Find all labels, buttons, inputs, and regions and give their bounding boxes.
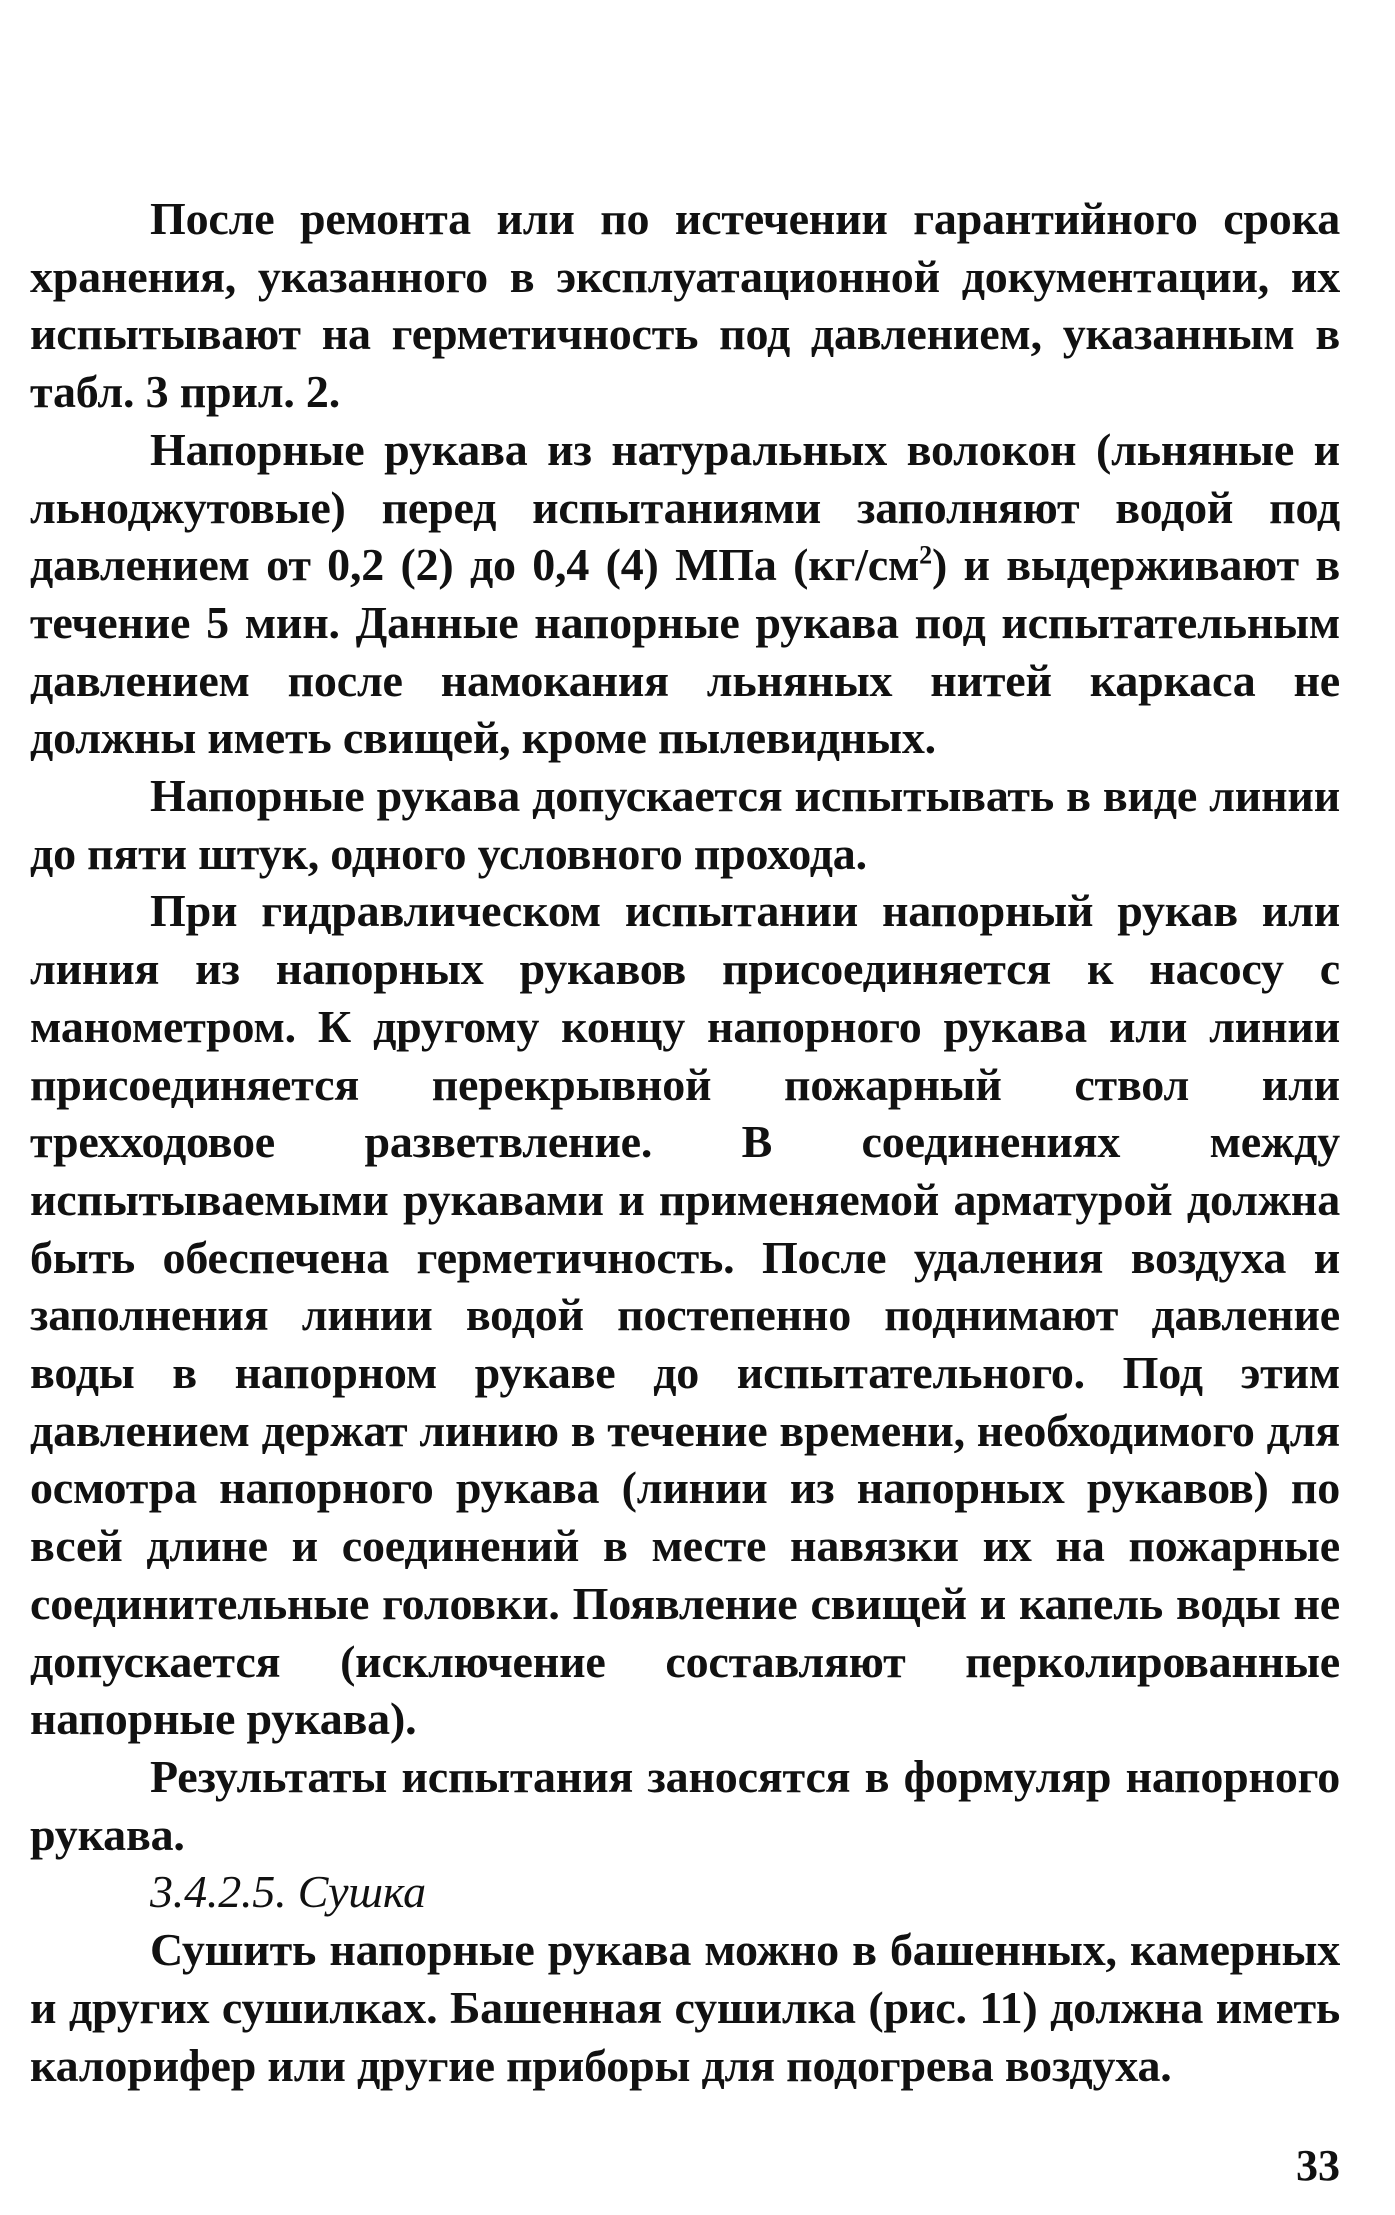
paragraph-natural-fiber-hoses-part1: Напорные рукава из натуральных волокон (льняные и льноджутовые) перед испытаниями заполняют водой под давлением от 0,2 (2) до 0,4 (4) МПа (кг/см <box>30 423 1340 591</box>
paragraph-drying: Сушить напорные рукава можно в башенных, камерных и других сушилках. Башенная сушилка (рис. 11) должна иметь калорифер или другие приборы для подогрева воздуха. <box>30 1924 1340 2091</box>
superscript-2: 2 <box>919 540 932 570</box>
document-body <box>30 190 1340 2094</box>
paragraph-natural-fiber-hoses-part2: ) и выдерживают в течение 5 мин. Данные напорные рукава под испытательным давлением после намокания льняных нитей каркаса не должны иметь свищей, кроме пылевидных. <box>30 539 1340 764</box>
section-heading-drying: 3.4.2.5. Сушка <box>150 1866 426 1918</box>
paragraph-natural-fiber-hoses <box>30 421 1340 767</box>
paragraph-results: Результаты испытания заносятся в формуляр напорного рукава. <box>30 1750 1340 1860</box>
page-number: 33 <box>1296 2141 1340 2190</box>
paragraph-hydraulic-test: При гидравлическом испытании напорный рукав или линия из напорных рукавов присоединяется к насосу с манометром. К другому концу напорного рукава или линии присоединяется перекрывной пожарный ствол или трехходовое разветвление. В соединениях между испытываемыми рукавами и применяемой арматурой должна быть обеспечена герметичность. После удаления воздуха и заполнения линии водой постепенно поднимают давление воды в напорном рукаве до испытательного. Под этим давлением держат линию в течение времени, необходимого для осмотра напорного рукава (линии из напорных рукавов) по всей длине и соединений в месте навязки их на пожарные соединительные головки. Появление свищей и капель воды не допускается (исключение составляют перколированные напорные рукава). <box>30 885 1340 1745</box>
paragraph-repair-testing: После ремонта или по истечении гарантийного срока хранения, указанного в эксплуатационной документации, их испытывают на герметичность под давлением, указанным в табл. 3 прил. 2. <box>30 193 1340 418</box>
paragraph-line-testing: Напорные рукава допускается испытывать в виде линии до пяти штук, одного условного прохода. <box>30 770 1340 879</box>
